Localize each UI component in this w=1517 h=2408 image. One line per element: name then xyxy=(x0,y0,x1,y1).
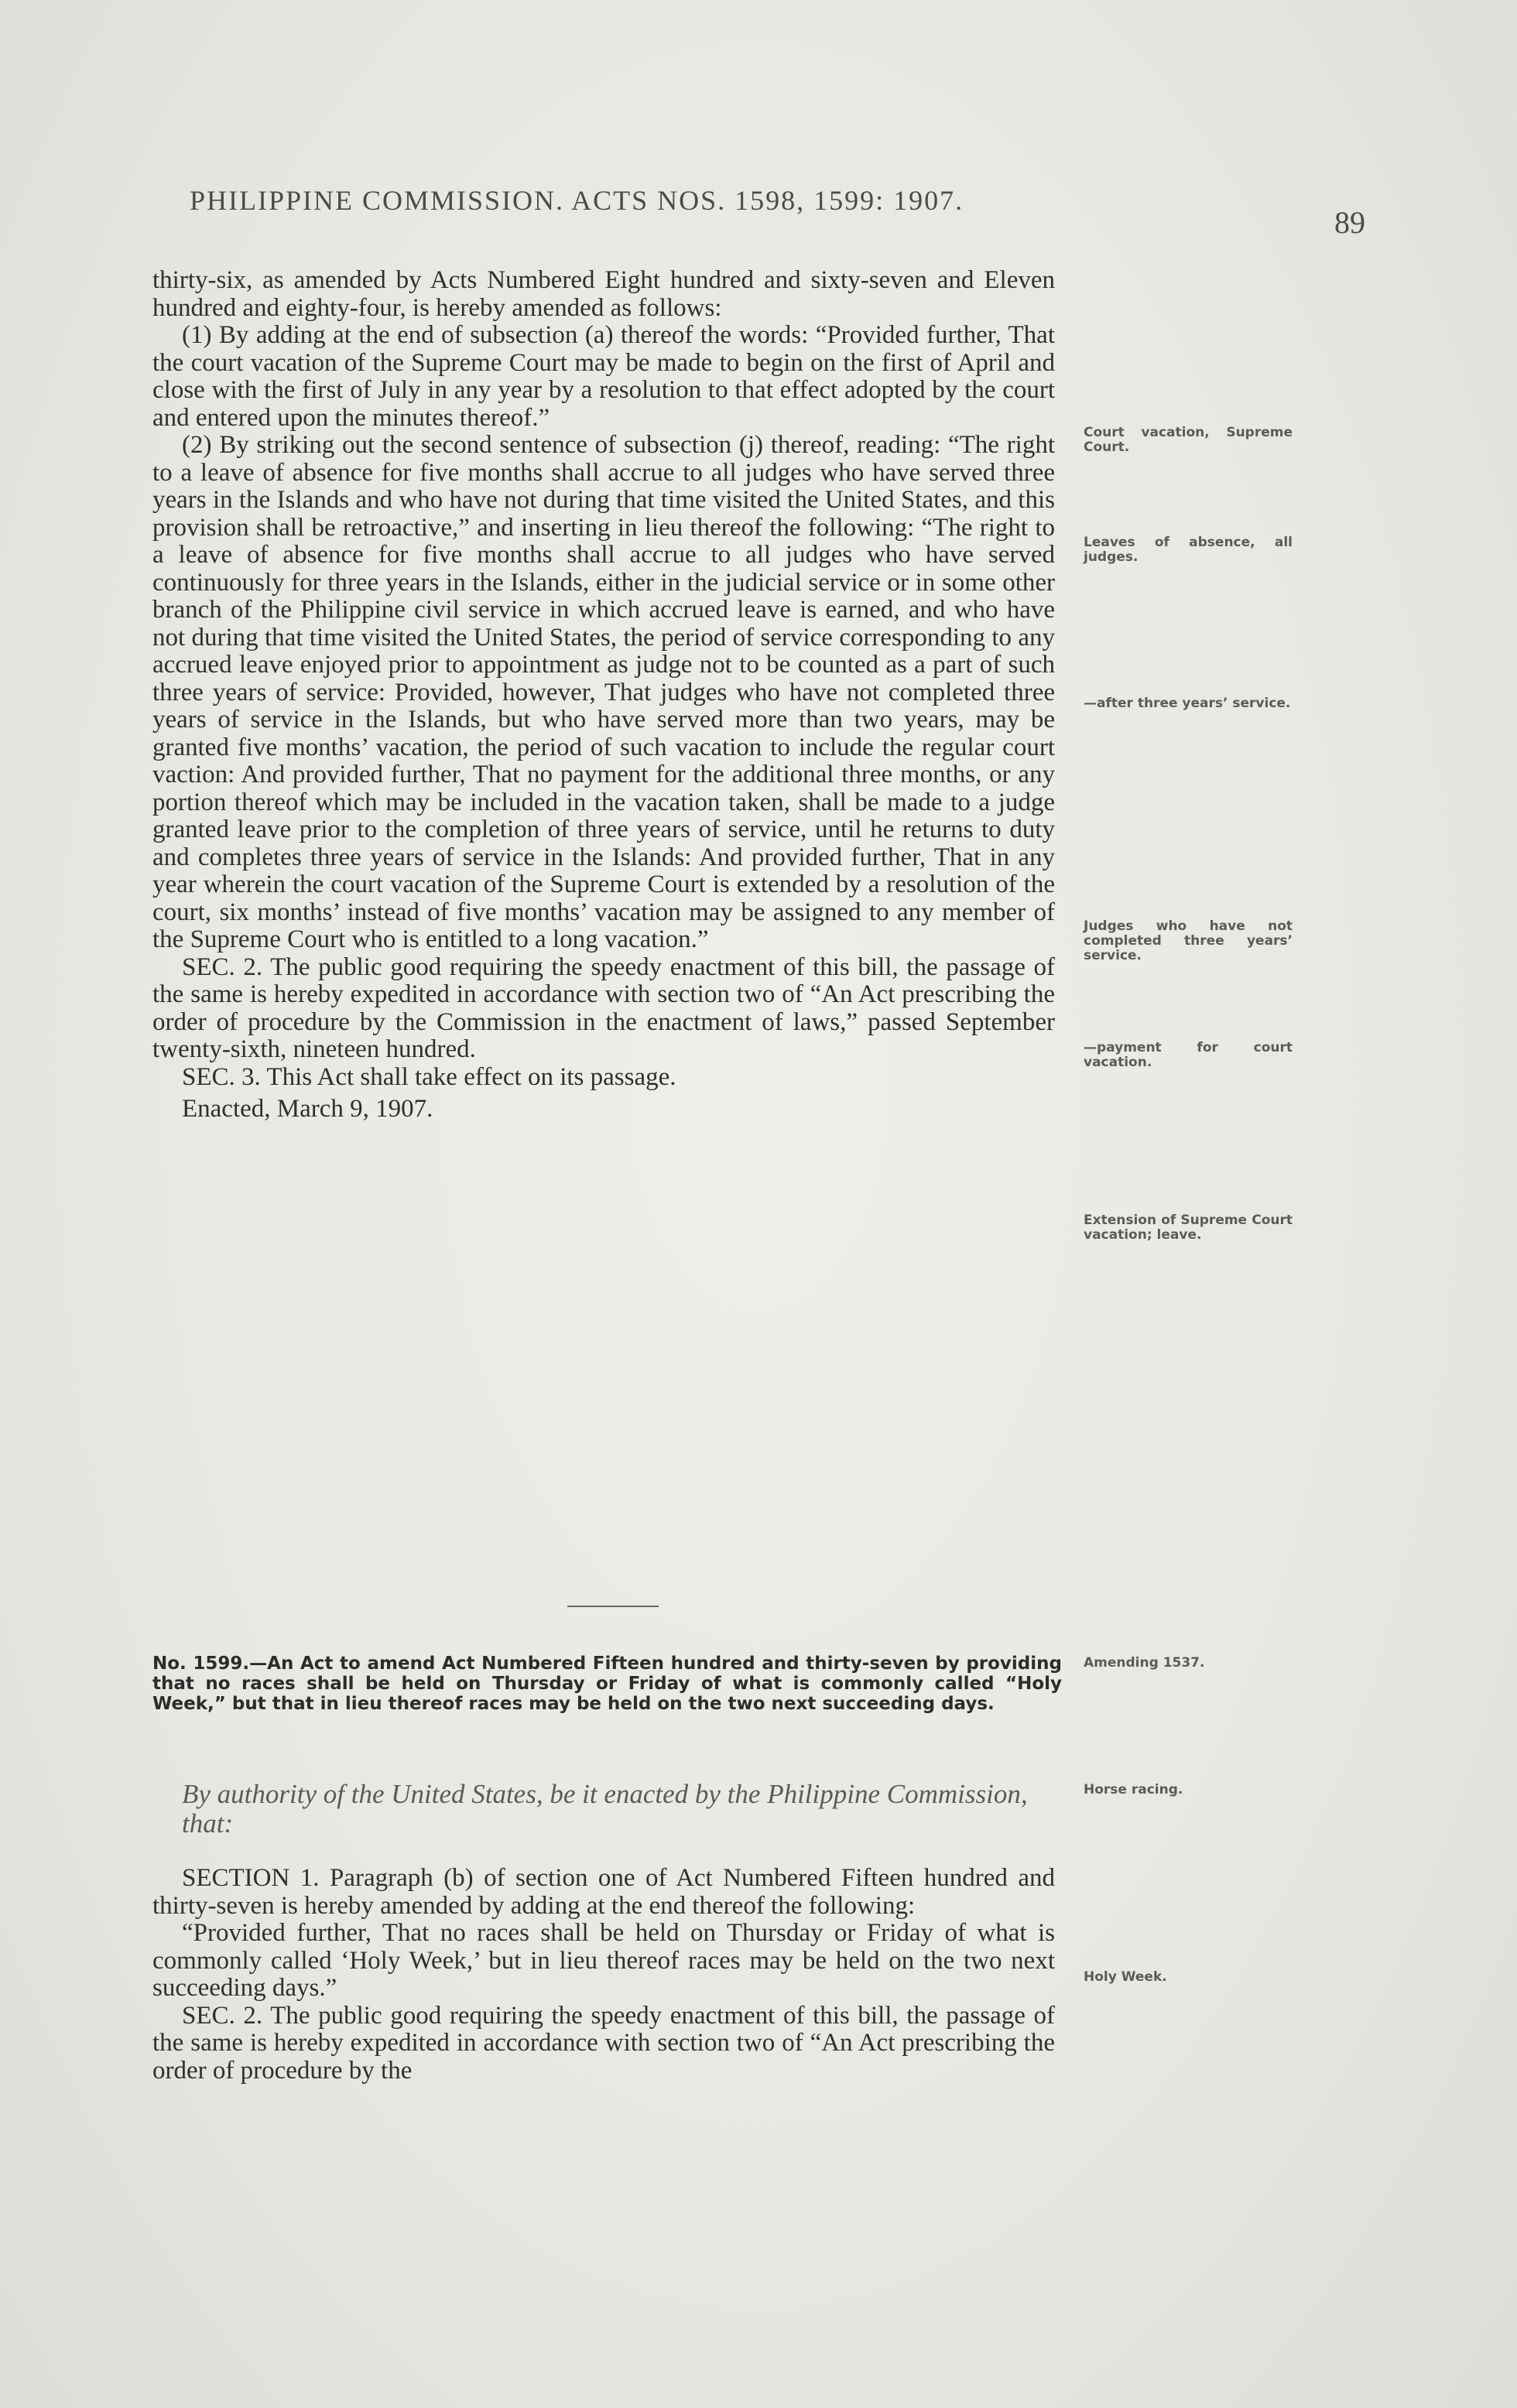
margin-note-holy-week: Holy Week. xyxy=(1084,1969,1167,1985)
enactment-date: Enacted, March 9, 1907. xyxy=(182,1095,433,1123)
act-1599-title-block xyxy=(152,1654,1062,1714)
margin-note-leaves-of-absence: Leaves of absence, all judges. xyxy=(1084,535,1293,565)
section-divider xyxy=(567,1606,659,1607)
page-number: 89 xyxy=(1334,205,1365,240)
margin-note-amending: Amending 1537. xyxy=(1084,1655,1205,1671)
paragraph-proviso: “Provided further, That no races shall be held on Thursday or Friday of what is commonly called ‘Holy Week,’ but in lieu thereof races may be held on the two next succeeding days.” xyxy=(152,1919,1055,2002)
paragraph-section-2: SEC. 2. The public good requiring the speedy enactment of this bill, the passage of the same is hereby expedited in accordance with section two of “An Act prescribing the order of procedure by the xyxy=(152,2001,1055,2085)
margin-note-extension-vacation: Extension of Supreme Court vacation; leave. xyxy=(1084,1213,1293,1243)
paragraph-section-3: SEC. 3. This Act shall take effect on its passage. xyxy=(182,1062,676,1091)
margin-note-judges-not-completed: Judges who have not completed three years’ service. xyxy=(1084,918,1293,963)
paragraph-subsection-a: (1) By adding at the end of subsection (a) thereof the words: “Provided further, That the court vacation of the Supreme Court may be made to begin on the first of April and close with the first of July in any year by a resolution to that effect adopted by the court and entered upon the minutes thereof.” xyxy=(152,321,1055,432)
paragraph-section-2: SEC. 2. The public good requiring the speedy enactment of this bill, the passage of the same is hereby expedited in accordance with section two of “An Act prescribing the order of procedure by the Commission in the enactment of laws,” passed September twenty-sixth, nineteen hundred. xyxy=(152,953,1055,1063)
margin-note-after-three-years: —after three years’ service. xyxy=(1084,696,1291,711)
act-1598-text xyxy=(152,267,1055,1124)
margin-note-horse-racing: Horse racing. xyxy=(1084,1782,1183,1797)
paragraph-section-1: SECTION 1. Paragraph (b) of section one of Act Numbered Fifteen hundred and thirty-seven is hereby amended by adding at the end thereof the following: xyxy=(152,1864,1055,1920)
margin-note-court-vacation: Court vacation, Supreme Court. xyxy=(1084,425,1293,455)
enacting-clause: By authority of the United States, be it enacted by the Philippine Commission, that: xyxy=(182,1779,1028,1838)
margin-note-payment-vacation: —payment for court vacation. xyxy=(1084,1040,1293,1070)
paragraph-continuation: thirty-six, as amended by Acts Numbered Eight hundred and sixty-seven and Eleven hundred and eighty-four, is hereby amended as follows: xyxy=(152,266,1055,322)
running-head: PHILIPPINE COMMISSION. ACTS NOS. 1598, 1599: 1907. xyxy=(190,185,964,216)
paragraph-subsection-j: (2) By striking out the second sentence of subsection (j) thereof, reading: “The right to a leave of absence for five months shall accrue to all judges who have served three years in the Islands and who have not during that time visited the United States, and this provision shall be retroactive,” and inserting in lieu thereof the following: “The right to a leave of absence for five months shall accrue to all judges who have served continuously for three years in the Islands, either in the judicial service or in some other branch of the Philippine civil service in which accrued leave is earned, and who have not during that time visited the United States, the period of service corresponding to any accrued leave enjoyed prior to appointment as judge not to be counted as a part of such three years of service: Provided, however, That judges who have not completed three years of service in the Islands, but who have served more than two years, may be granted five months’ vacation, the period of such vacation to include the regular court vaction: And provided further, That no payment for the additional three months, or any portion thereof which may be included in the vacation taken, shall be made to a judge granted leave prior to the completion of three years of service, until he returns to duty and completes three years of service in the Islands: And provided further, That in any year wherein the court vacation of the Supreme Court is extended by a resolution of the court, six months’ instead of five months’ vacation may be assigned to any member of the Supreme Court who is entitled to a long vacation.” xyxy=(152,431,1055,953)
act-1599-title: No. 1599.—An Act to amend Act Numbered Fifteen hundred and thirty-seven by providing that no races shall be held on Thursday or Friday of what is commonly called “Holy Week,” but that in lieu thereof races may be held on the two next succeeding days. xyxy=(152,1654,1062,1714)
act-1599-text xyxy=(152,1865,1055,2085)
